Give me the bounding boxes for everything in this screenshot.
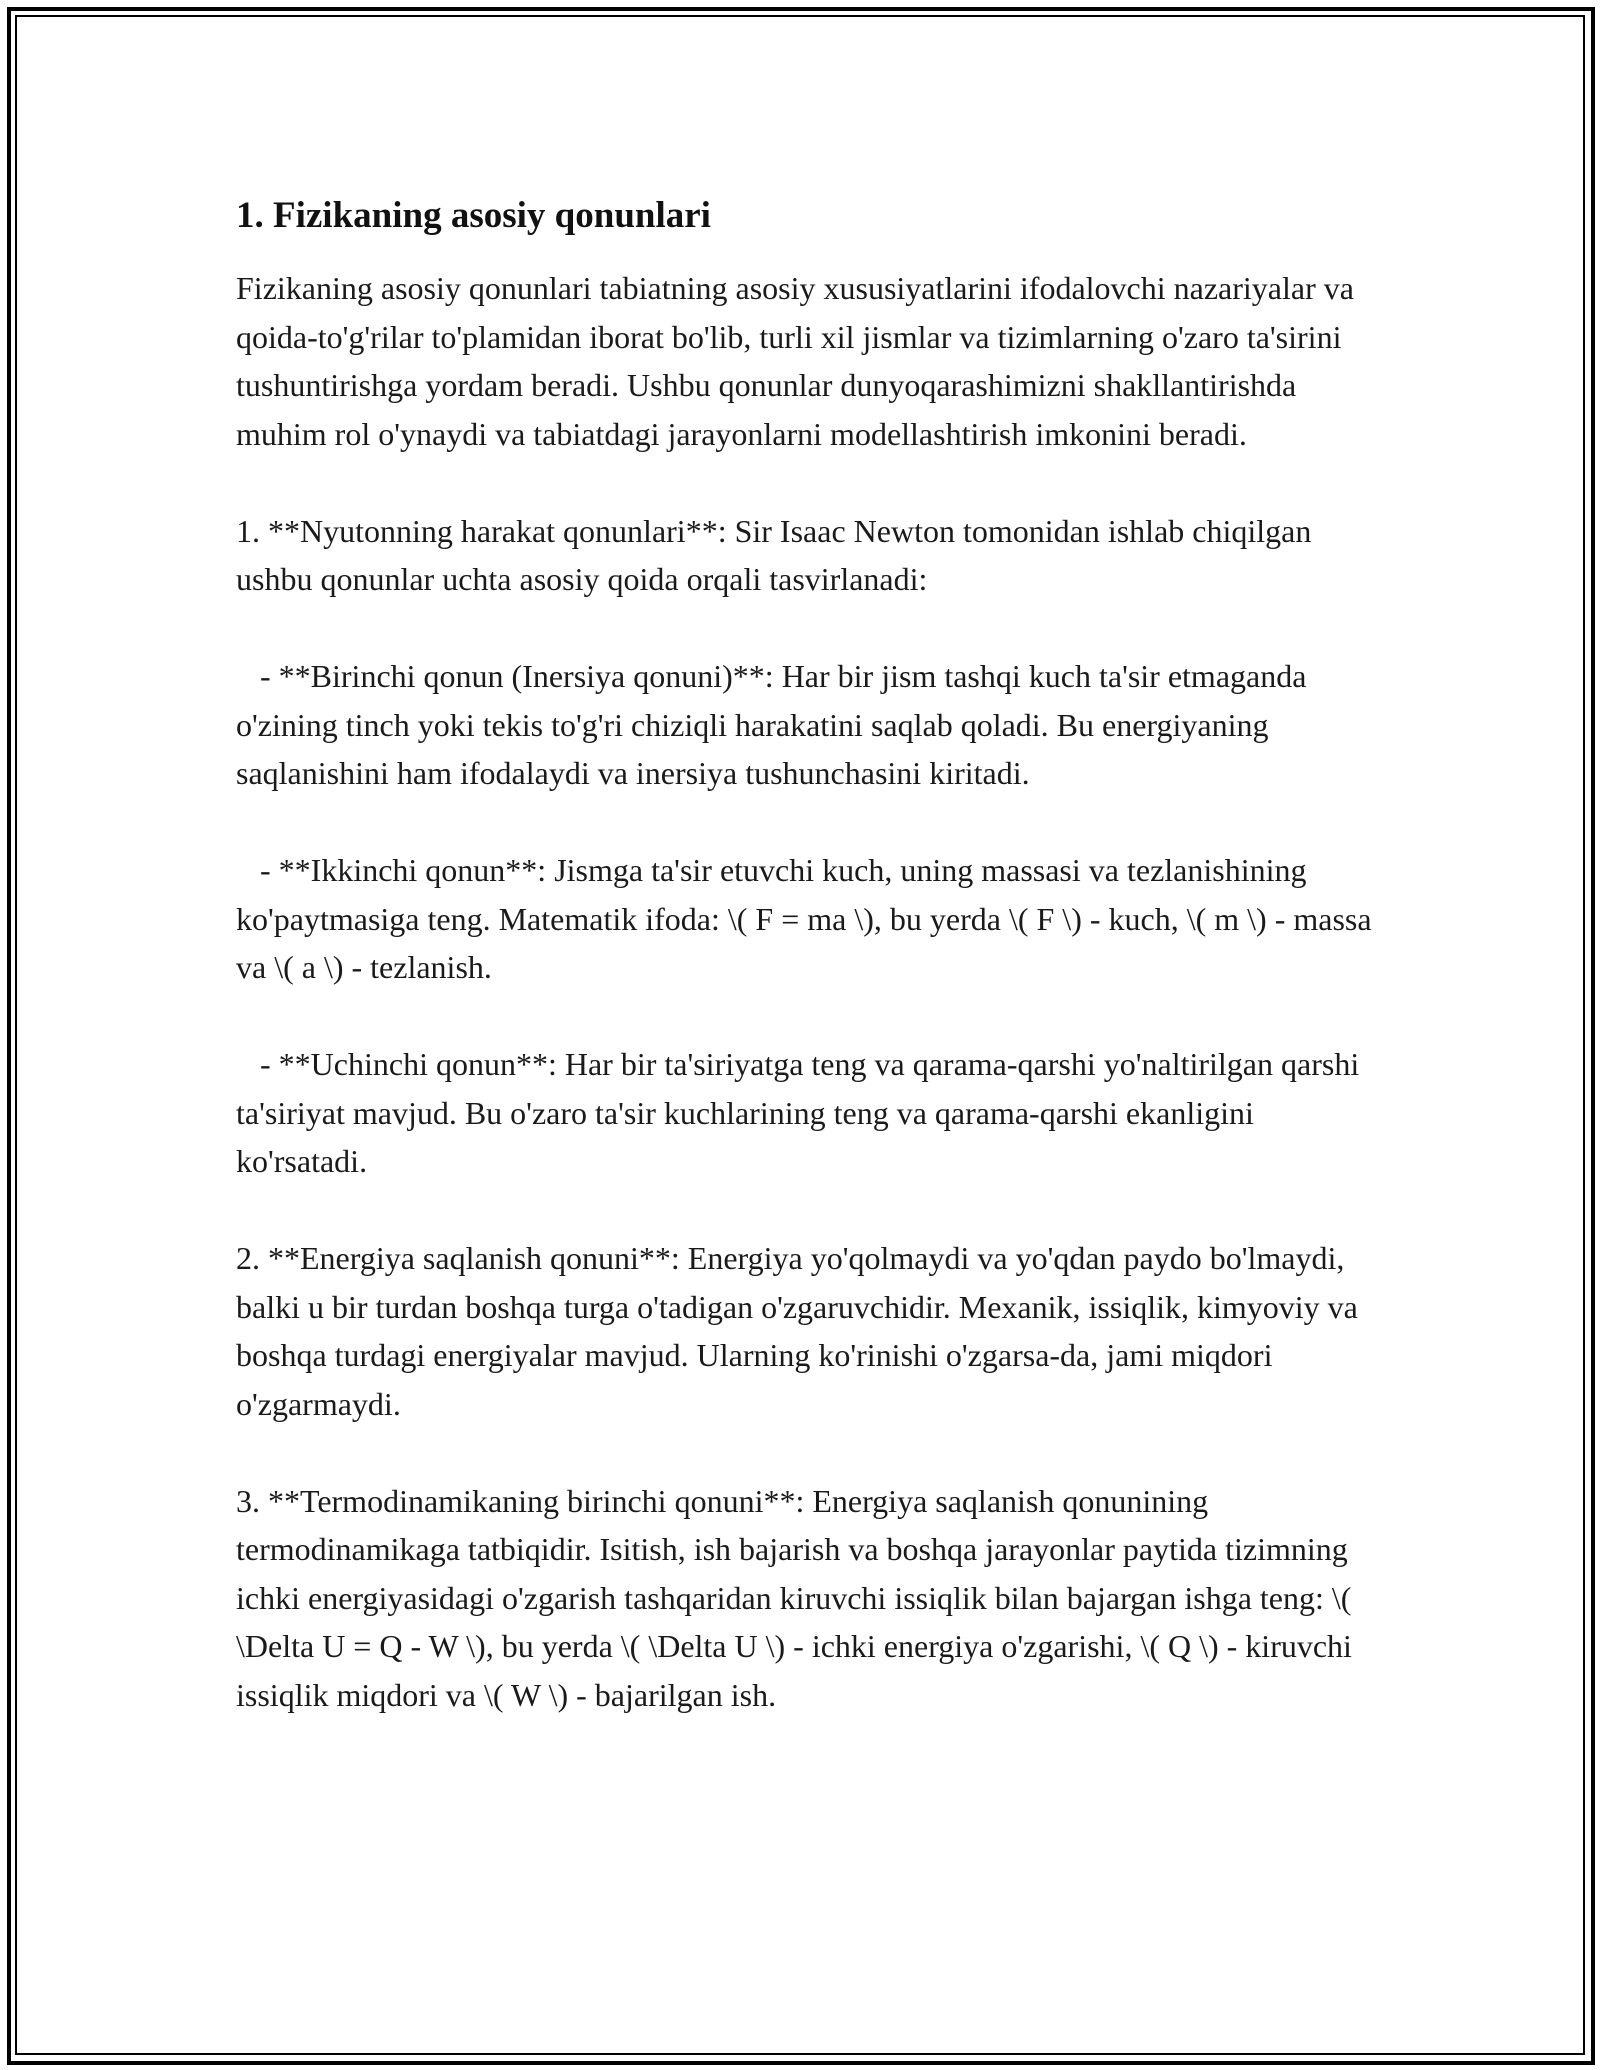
intro-paragraph: Fizikaning asosiy qonunlari tabiatning asosiy xususiyatlarini ifodalovchi nazariyalar va qoida-to'g'rilar to'plamidan iborat bo'lib, turli xil jismlar va tizimlarning o'zaro ta'sirini tushuntirishga yordam beradi. Ushbu qonunlar dunyoqarashimizni shakllantirishda muhim rol o'ynaydi va tabiatdagi jarayonlarni modellashtirish imkonini beradi. [236,270,1362,452]
newton-laws-paragraph: 1. **Nyutonning harakat qonunlari**: Sir Isaac Newton tomonidan ishlab chiqilgan ushbu qonunlar uchta asosiy qoida orqali tasvirlanadi: [236,512,1320,598]
thermodynamics-paragraph: 3. **Termodinamikaning birinchi qonuni**: Energiya saqlanish qonunining termodinamikaga tatbiqidir. Isitish, ish bajarish va boshqa jarayonlar paytida tizimning ichki energiyasidagi o'zgarish tashqaridan kiruvchi issiqlik bilan bajargan ishga teng: \( \Delta U = Q - W \), bu yerda \( \Delta U \) - ichki energiya o'zgarishi, \( Q \) - kiruvchi issiqlik miqdori va \( W \) - bajarilgan ish. [236,1482,1360,1713]
third-law-paragraph: - **Uchinchi qonun**: Har bir ta'siriyatga teng va qarama-qarshi yo'naltirilgan qarshi ta'siriyat mavjud. Bu o'zaro ta'sir kuchlarining teng va qarama-qarshi ekanligini ko'rsatadi. [236,1046,1368,1180]
document-heading: 1. Fizikaning asosiy qonunlari [236,195,711,236]
document-body [236,180,1386,1768]
energy-conservation-paragraph: 2. **Energiya saqlanish qonuni**: Energiya yo'qolmaydi va yo'qdan paydo bo'lmaydi, balki u bir turdan boshqa turga o'tadigan o'zgaruvchidir. Mexanik, issiqlik, kimyoviy va boshqa turdagi energiyalar mavjud. Ularning ko'rinishi o'zgarsa-da, jami miqdori o'zgarmaydi. [236,1240,1366,1422]
first-law-paragraph: - **Birinchi qonun (Inersiya qonuni)**: Har bir jism tashqi kuch ta'sir etmaganda o'zining tinch yoki tekis to'g'ri chiziqli harakatini saqlab qoladi. Bu energiyaning saqlanishini ham ifodalaydi va inersiya tushunchasini kiritadi. [236,658,1315,792]
second-law-paragraph: - **Ikkinchi qonun**: Jismga ta'sir etuvchi kuch, uning massasi va tezlanishining ko'paytmasiga teng. Matematik ifoda: \( F = ma \), bu yerda \( F \) - kuch, \( m \) - massa va \( a \) - tezlanish. [236,852,1380,986]
